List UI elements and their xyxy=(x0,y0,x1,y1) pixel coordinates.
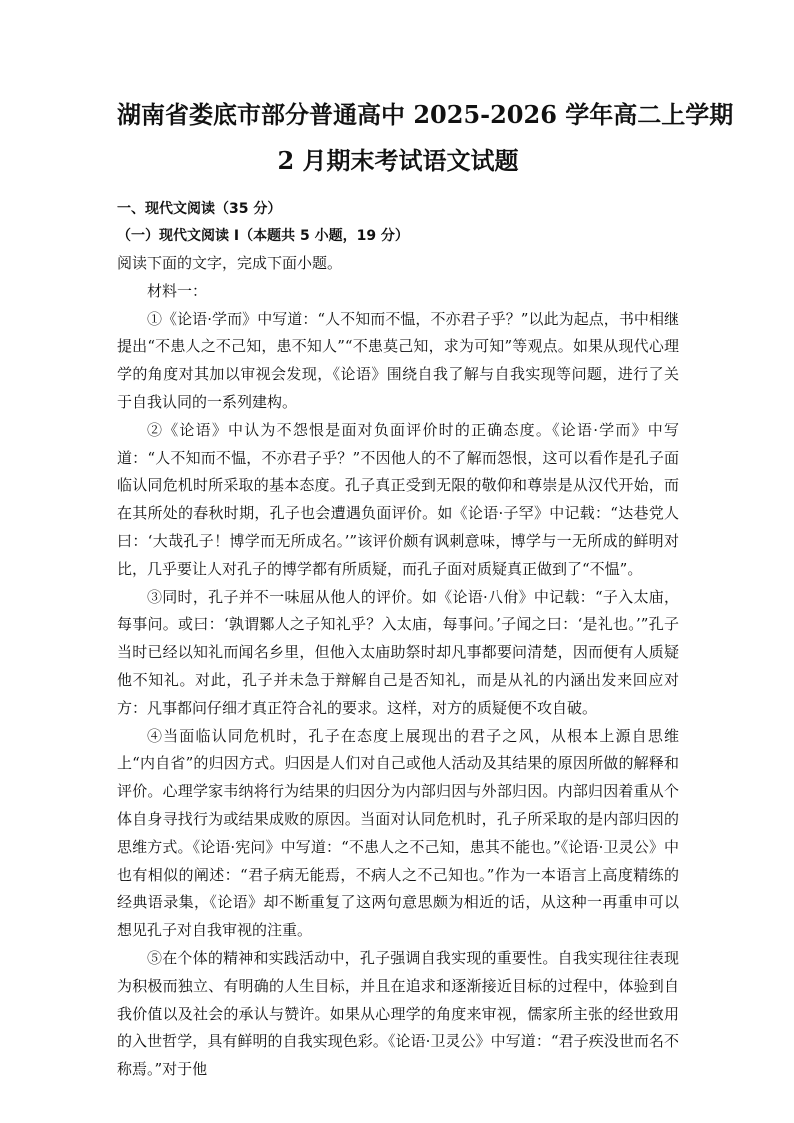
paragraph-5: ⑤在个体的精神和实践活动中，孔子强调自我实现的重要性。自我实现往往表现为积极而独立、有明确的人生目标，并且在追求和逐渐接近目标的过程中，体验到自我价值以及社会的承认与赞许。如果从心理学的角度来审视，儒家所主张的经世致用的入世哲学，具有鲜明的自我实现色彩。《论语·卫灵公》中写道：“君子疾没世而名不称焉。”对于他 xyxy=(117,948,679,1079)
section-heading: 一、现代文阅读（35 分） xyxy=(117,201,282,217)
subsection-heading: （一）现代文阅读 I（本题共 5 小题，19 分） xyxy=(117,228,409,244)
paragraph-1: ①《论语·学而》中写道：“人不知而不愠，不亦君子乎？”以此为起点，书中相继提出“不患人之不己知，患不知人”“不患莫己知，求为可知”等观点。如果从现代心理学的角度对其加以审视会发现，《论语》围绕自我了解与自我实现等问题，进行了关于自我认同的一系列建构。 xyxy=(117,309,679,411)
material-label: 材料一： xyxy=(147,281,208,300)
paragraph-3: ③同时，孔子并不一味屈从他人的评价。如《论语·八佾》中记载：“子入太庙，每事问。或曰：‘孰谓鄹人之子知礼乎？入太庙，每事问。’子闻之曰：‘是礼也。’”孔子当时已经以知礼而闻名乡里，但他入太庙助祭时却凡事都要问清楚，因而便有人质疑他不知礼。对此，孔子并未急于辩解自己是否知礼，而是从礼的内涵出发来回应对方：凡事都问仔细才真正符合礼的要求。这样，对方的质疑便不攻自破。 xyxy=(117,587,679,717)
document-title-line-2: 2 月期末考试语文试题 xyxy=(277,146,519,175)
instruction-text: 阅读下面的文字，完成下面小题。 xyxy=(117,254,343,272)
document-title-line-1: 湖南省娄底市部分普通高中 2025-2026 学年高二上学期 xyxy=(117,100,734,129)
paragraph-4: ④当面临认同危机时，孔子在态度上展现出的君子之风，从根本上源自思维上“内自省”的归因方式。归因是人们对自己或他人活动及其结果的原因所做的解释和评价。心理学家韦纳将行为结果的归因分为内部归因与外部归因。内部归因着重从个体自身寻找行为或结果成败的原因。当面对认同危机时，孔子所采取的是内部归因的思维方式。《论语·宪问》中写道：“不患人之不己知，患其不能也。”《论语·卫灵公》中也有相似的阐述：“君子病无能焉，不病人之不己知也。”作为一本语言上高度精练的经典语录集，《论语》却不断重复了这两句意思颇为相近的话，从这种一再重申可以想见孔子对自我审视的注重。 xyxy=(117,726,679,940)
paragraph-2: ②《论语》中认为不怨恨是面对负面评价时的正确态度。《论语·学而》中写道：“人不知而不愠，不亦君子乎？”不因他人的不了解而怨恨，这可以看作是孔子面临认同危机时所采取的基本态度。孔子真正受到无限的敬仰和尊崇是从汉代开始，而在其所处的春秋时期，孔子也会遭遇负面评价。如《论语·子罕》中记载：“达巷党人曰：‘大哉孔子！博学而无所成名。’”该评价颇有讽刺意味，博学与一无所成的鲜明对比，几乎要让人对孔子的博学都有所质疑，而孔子面对质疑真正做到了“不愠”。 xyxy=(117,420,679,578)
